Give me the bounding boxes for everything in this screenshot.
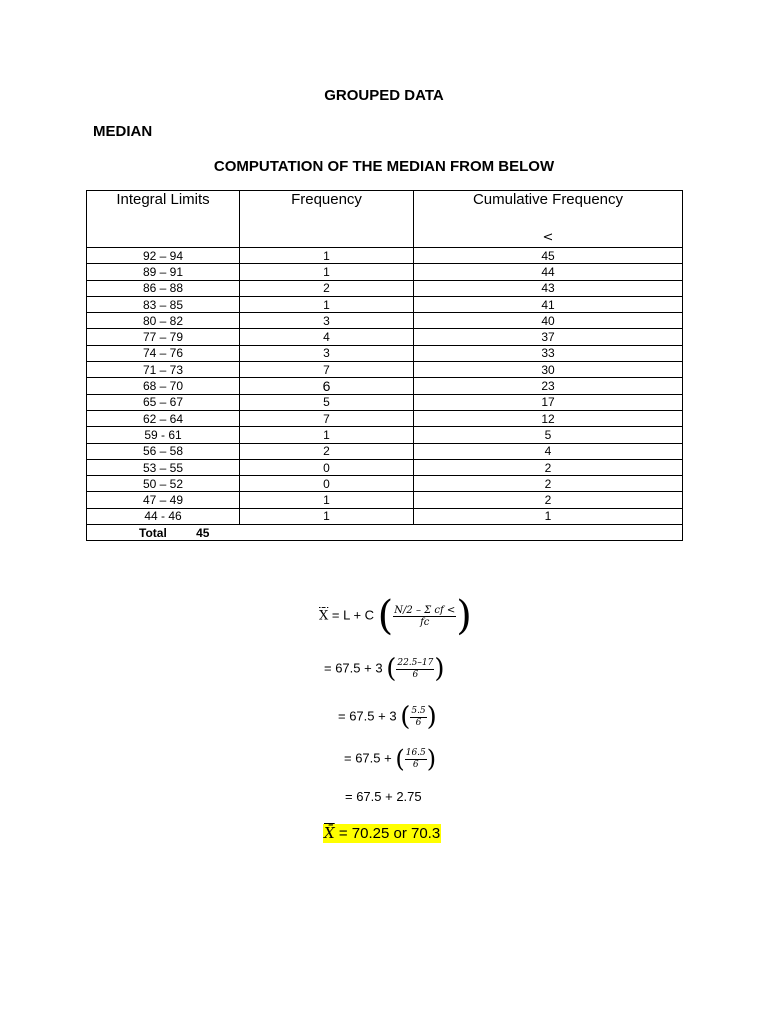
left-paren-icon: ( (386, 654, 397, 684)
table-title: COMPUTATION OF THE MEDIAN FROM BELOW (213, 158, 555, 175)
document-heading: GROUPED DATA (324, 87, 444, 104)
formula-line-5: = 67.5 + 2.75 (345, 789, 422, 804)
total-value: 45 (196, 525, 210, 540)
cell-integral-limits: 44 - 46 (87, 508, 240, 524)
table-row (87, 362, 683, 378)
frequency-table (86, 190, 683, 541)
table-row (87, 459, 683, 475)
cell-integral-limits: 59 - 61 (87, 427, 240, 443)
highlighted-result (323, 824, 441, 843)
table-row (87, 313, 683, 329)
header-cumulative-label: Cumulative Frequency (472, 191, 624, 208)
formula-line-1-fraction (393, 605, 456, 628)
cell-integral-limits: 89 – 91 (87, 264, 240, 280)
table-row (87, 264, 683, 280)
cell-frequency: 1 (240, 248, 414, 264)
cell-integral-limits: 80 – 82 (87, 313, 240, 329)
cell-integral-limits: 50 – 52 (87, 476, 240, 492)
formula-line-1 (319, 593, 472, 639)
cell-frequency: 3 (240, 313, 414, 329)
cell-cumulative-frequency: 5 (414, 427, 683, 443)
total-cell (87, 525, 683, 541)
formula-line-2-fraction (396, 658, 434, 681)
table-header-row (87, 191, 683, 248)
cell-frequency: 7 (240, 410, 414, 426)
cell-cumulative-frequency: 17 (414, 394, 683, 410)
cell-cumulative-frequency: 2 (414, 476, 683, 492)
fraction-numerator: N/2 – Σ cf < (394, 604, 456, 616)
cell-cumulative-frequency: 23 (414, 378, 683, 394)
table-row (87, 443, 683, 459)
formula-line-4 (344, 745, 436, 773)
table-row (87, 508, 683, 524)
table-row (87, 248, 683, 264)
right-paren-icon: ) (426, 702, 437, 732)
left-paren-icon: ( (377, 593, 394, 639)
cell-cumulative-frequency: 2 (414, 492, 683, 508)
cell-frequency: 1 (240, 508, 414, 524)
right-paren-icon: ) (456, 593, 472, 639)
cell-integral-limits: 47 – 49 (87, 492, 240, 508)
fraction-denominator: 6 (412, 759, 419, 770)
table-row (87, 476, 683, 492)
cell-integral-limits: 56 – 58 (87, 443, 240, 459)
less-than-symbol: < (542, 230, 554, 245)
table-row (87, 329, 683, 345)
header-integral-limits: Integral Limits (87, 191, 240, 248)
cell-cumulative-frequency: 41 (414, 296, 683, 312)
formula-line-4-fraction (405, 748, 427, 771)
formula-line-4-text: = 67.5 + (344, 750, 392, 766)
cell-cumulative-frequency: 43 (414, 280, 683, 296)
formula-line-3 (338, 702, 437, 732)
table-body (87, 248, 683, 525)
cell-cumulative-frequency: 37 (414, 329, 683, 345)
cell-frequency: 5 (240, 394, 414, 410)
cell-integral-limits: 86 – 88 (87, 280, 240, 296)
cell-frequency: 2 (240, 443, 414, 459)
cell-cumulative-frequency: 33 (414, 345, 683, 361)
table-row (87, 345, 683, 361)
table-row (87, 492, 683, 508)
total-label: Total (139, 525, 167, 540)
formula-line-3-fraction (410, 706, 426, 729)
right-paren-icon: ) (426, 745, 437, 773)
cell-frequency: 0 (240, 459, 414, 475)
formula-result (323, 824, 441, 842)
cell-cumulative-frequency: 2 (414, 459, 683, 475)
cell-cumulative-frequency: 1 (414, 508, 683, 524)
formula-line-1-text: = L + C (328, 607, 375, 623)
section-heading: MEDIAN (93, 123, 153, 140)
cell-integral-limits: 92 – 94 (87, 248, 240, 264)
cell-integral-limits: 83 – 85 (87, 296, 240, 312)
table-row (87, 280, 683, 296)
left-paren-icon: ( (400, 702, 411, 732)
header-cumulative-frequency (414, 191, 683, 248)
header-frequency: Frequency (240, 191, 414, 248)
table-row (87, 427, 683, 443)
cell-cumulative-frequency: 4 (414, 443, 683, 459)
cell-frequency: 0 (240, 476, 414, 492)
formula-line-2 (324, 654, 445, 684)
fraction-numerator: 5.5 (411, 705, 426, 716)
result-text: = 70.25 or 70.3 (334, 825, 441, 842)
cell-frequency: 4 (240, 329, 414, 345)
fraction-numerator: 22.5–17 (397, 657, 434, 668)
cell-frequency: 2 (240, 280, 414, 296)
cell-frequency: 6 (240, 378, 414, 394)
fraction-denominator: 6 (412, 669, 419, 680)
table-row (87, 378, 683, 394)
cell-integral-limits: 68 – 70 (87, 378, 240, 394)
fraction-denominator: 6 (415, 717, 422, 728)
cell-integral-limits: 62 – 64 (87, 410, 240, 426)
fraction-numerator: 16.5 (405, 747, 426, 758)
cell-frequency: 3 (240, 345, 414, 361)
cell-cumulative-frequency: 40 (414, 313, 683, 329)
cell-integral-limits: 77 – 79 (87, 329, 240, 345)
fraction-denominator: fc (420, 616, 430, 628)
cell-integral-limits: 65 – 67 (87, 394, 240, 410)
formula-line-2-text: = 67.5 + 3 (324, 660, 383, 676)
cell-frequency: 1 (240, 427, 414, 443)
cell-integral-limits: 74 – 76 (87, 345, 240, 361)
table-row (87, 394, 683, 410)
x-bar-symbol: X̄ (319, 608, 329, 624)
x-bar-symbol: X̄ (324, 824, 335, 842)
cell-frequency: 1 (240, 492, 414, 508)
cell-cumulative-frequency: 44 (414, 264, 683, 280)
cell-frequency: 1 (240, 264, 414, 280)
cell-cumulative-frequency: 30 (414, 362, 683, 378)
cell-frequency: 1 (240, 296, 414, 312)
cell-cumulative-frequency: 12 (414, 410, 683, 426)
total-row (87, 525, 683, 541)
cell-integral-limits: 53 – 55 (87, 459, 240, 475)
table-row (87, 410, 683, 426)
cell-integral-limits: 71 – 73 (87, 362, 240, 378)
cell-cumulative-frequency: 45 (414, 248, 683, 264)
table-row (87, 296, 683, 312)
formula-line-3-text: = 67.5 + 3 (338, 708, 397, 724)
right-paren-icon: ) (434, 654, 445, 684)
left-paren-icon: ( (395, 745, 405, 773)
cell-frequency: 7 (240, 362, 414, 378)
